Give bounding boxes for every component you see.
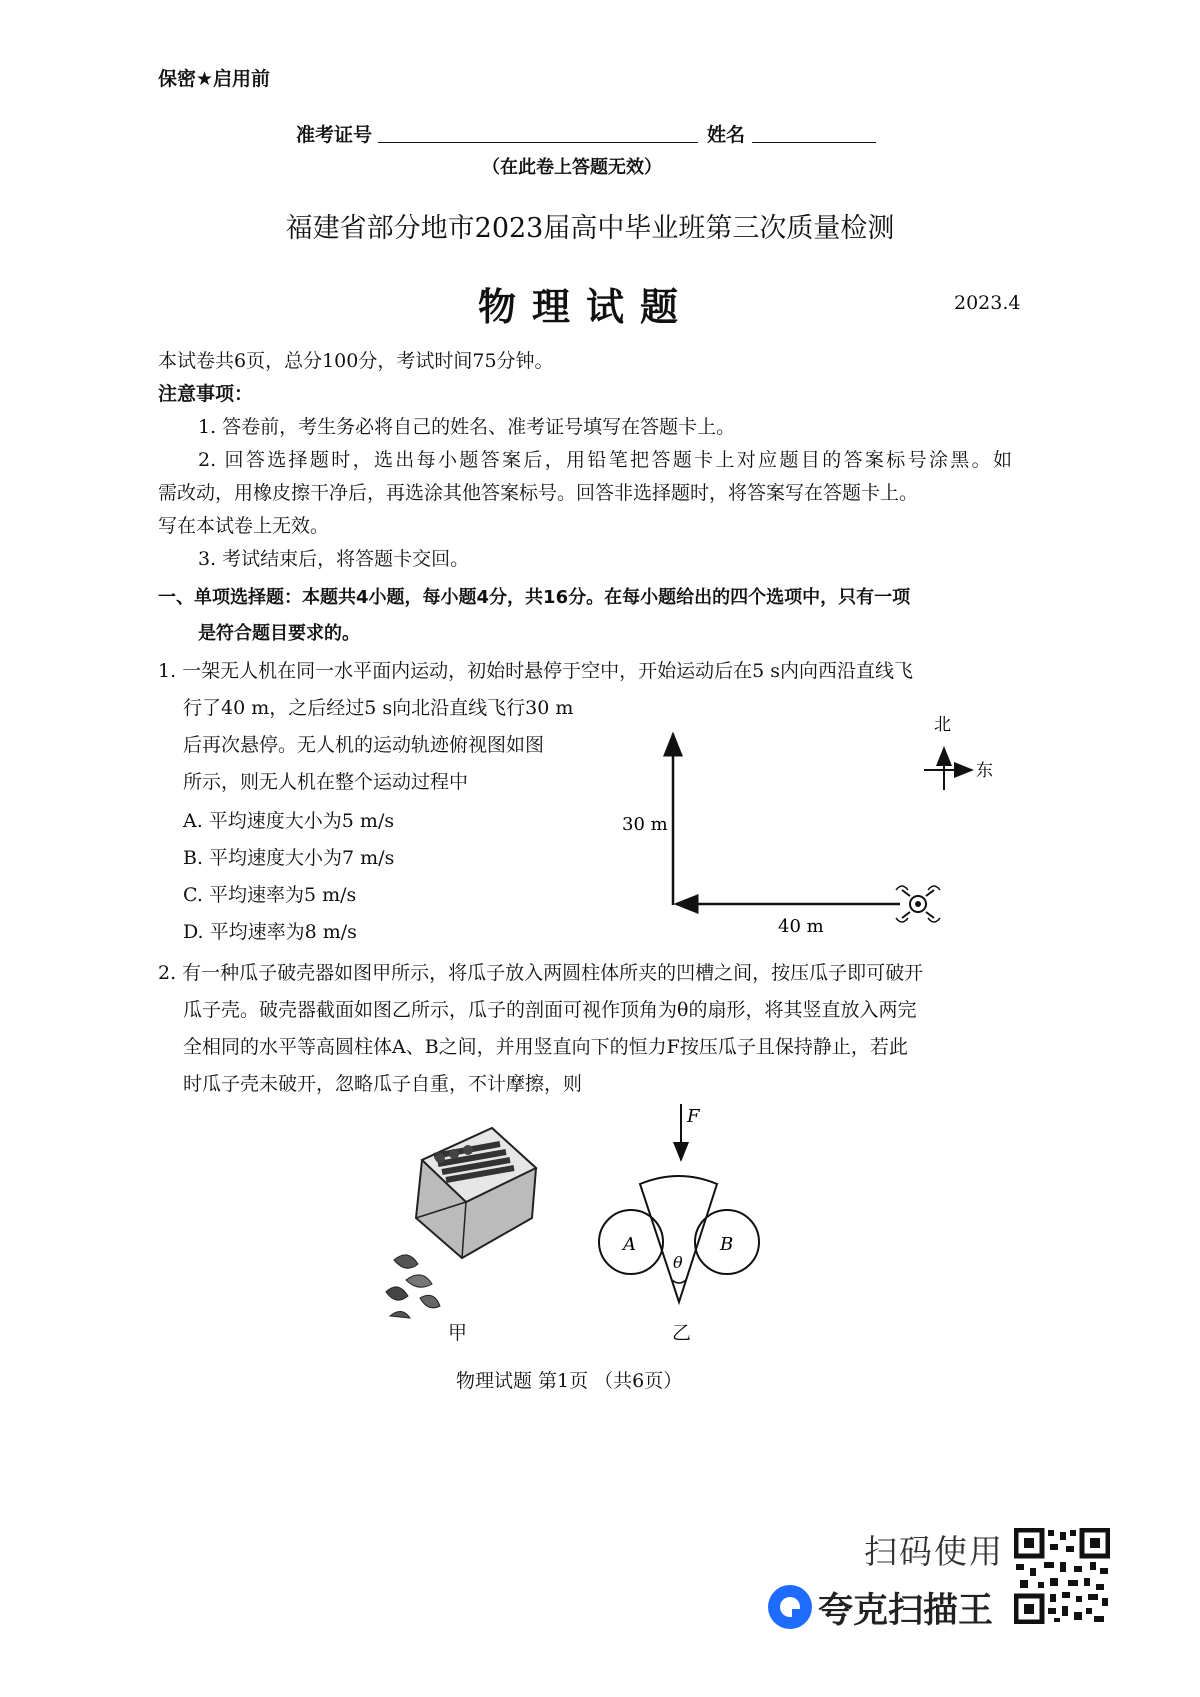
cylinder-a-label: A [623, 1234, 636, 1255]
q1-option-b: B. 平均速度大小为7 m/s [183, 847, 395, 869]
label-40m: 40 m [778, 916, 824, 937]
q1-option-c: C. 平均速率为5 m/s [183, 884, 357, 906]
exam-id-label: 准考证号 [296, 124, 373, 146]
compass-east-label: 东 [976, 761, 993, 781]
cylinder-b-label: B [720, 1234, 734, 1255]
q1-stem: 所示，则无人机在整个运动过程中 [183, 771, 469, 793]
notice-item: 需改动，用橡皮擦干净后，再选涂其他答案标号。回答非选择题时，将答案写在答题卡上。 [158, 482, 919, 504]
q2-stem: 瓜子壳。破壳器截面如图乙所示，瓜子的剖面可视作顶角为θ的扇形，将其竖直放入两完 [183, 999, 917, 1021]
notice-item: 1. 答卷前，考生务必将自己的姓名、准考证号填写在答题卡上。 [198, 416, 736, 438]
figure-yi-label: 乙 [672, 1322, 692, 1344]
q1-trajectory-figure [600, 700, 1000, 940]
compass-icon [924, 748, 972, 790]
q2-stem: 时瓜子壳未破开，忽略瓜子自重，不计摩擦，则 [183, 1073, 583, 1095]
drone-icon [896, 886, 940, 922]
exam-date: 2023.4 [954, 292, 1021, 314]
confidential-mark: 保密★启用前 [158, 68, 271, 90]
exam-intro: 本试卷共6页，总分100分，考试时间75分钟。 [158, 350, 554, 372]
page-footer: 物理试题 第1页 （共6页） [456, 1370, 683, 1392]
notice-item: 写在本试卷上无效。 [158, 515, 330, 537]
name-field[interactable] [752, 142, 876, 143]
q2-cross-section [595, 1100, 765, 1320]
scanner-brand: 夸克扫描王 [818, 1591, 994, 1631]
qr-code-icon[interactable] [1014, 1528, 1110, 1624]
label-30m: 30 m [622, 814, 668, 835]
q1-stem: 行了40 m，之后经过5 s向北沿直线飞行30 m [183, 697, 574, 719]
exam-id-field[interactable] [378, 142, 698, 143]
force-label: F [687, 1106, 700, 1127]
notice-item: 2. 回答选择题时，选出每小题答案后，用铅笔把答题卡上对应题目的答案标号涂黑。如 [198, 449, 1012, 471]
figure-jia-label: 甲 [448, 1322, 468, 1344]
q2-stem: 2. 有一种瓜子破壳器如图甲所示，将瓜子放入两圆柱体所夹的凹槽之间，按压瓜子即可破开 [158, 962, 924, 984]
scanner-logo-icon [768, 1585, 812, 1629]
notice-heading: 注意事项： [158, 383, 254, 405]
q1-stem: 1. 一架无人机在同一水平面内运动，初始时悬停于空中，开始运动后在5 s内向西沿直线飞 [158, 660, 914, 682]
scanner-slogan: 扫码使用 [864, 1532, 1004, 1571]
compass-north-label: 北 [934, 715, 951, 735]
q2-stem: 全相同的水平等高圆柱体A、B之间，并用竖直向下的恒力F按压瓜子且保持静止，若此 [183, 1036, 908, 1058]
q1-stem: 后再次悬停。无人机的运动轨迹俯视图如图 [183, 734, 545, 756]
section-heading-cont: 是符合题目要求的。 [198, 623, 360, 644]
exam-title: 福建省部分地市2023届高中毕业班第三次质量检测 [285, 213, 895, 244]
angle-label: θ [673, 1253, 683, 1272]
angle-arc [672, 1280, 686, 1283]
q1-option-a: A. 平均速度大小为5 m/s [183, 810, 395, 832]
subject-title: 物理试题 [478, 284, 695, 329]
section-heading: 一、单项选择题：本题共4小题，每小题4分，共16分。在每小题给出的四个选项中，只有一项 [158, 587, 911, 608]
invalid-note: （在此卷上答题无效） [482, 157, 662, 178]
notice-item: 3. 考试结束后，将答题卡交回。 [198, 548, 470, 570]
name-label: 姓名 [707, 124, 746, 146]
q2-sheller-photo [380, 1120, 550, 1320]
q1-option-d: D. 平均速率为8 m/s [183, 921, 357, 943]
